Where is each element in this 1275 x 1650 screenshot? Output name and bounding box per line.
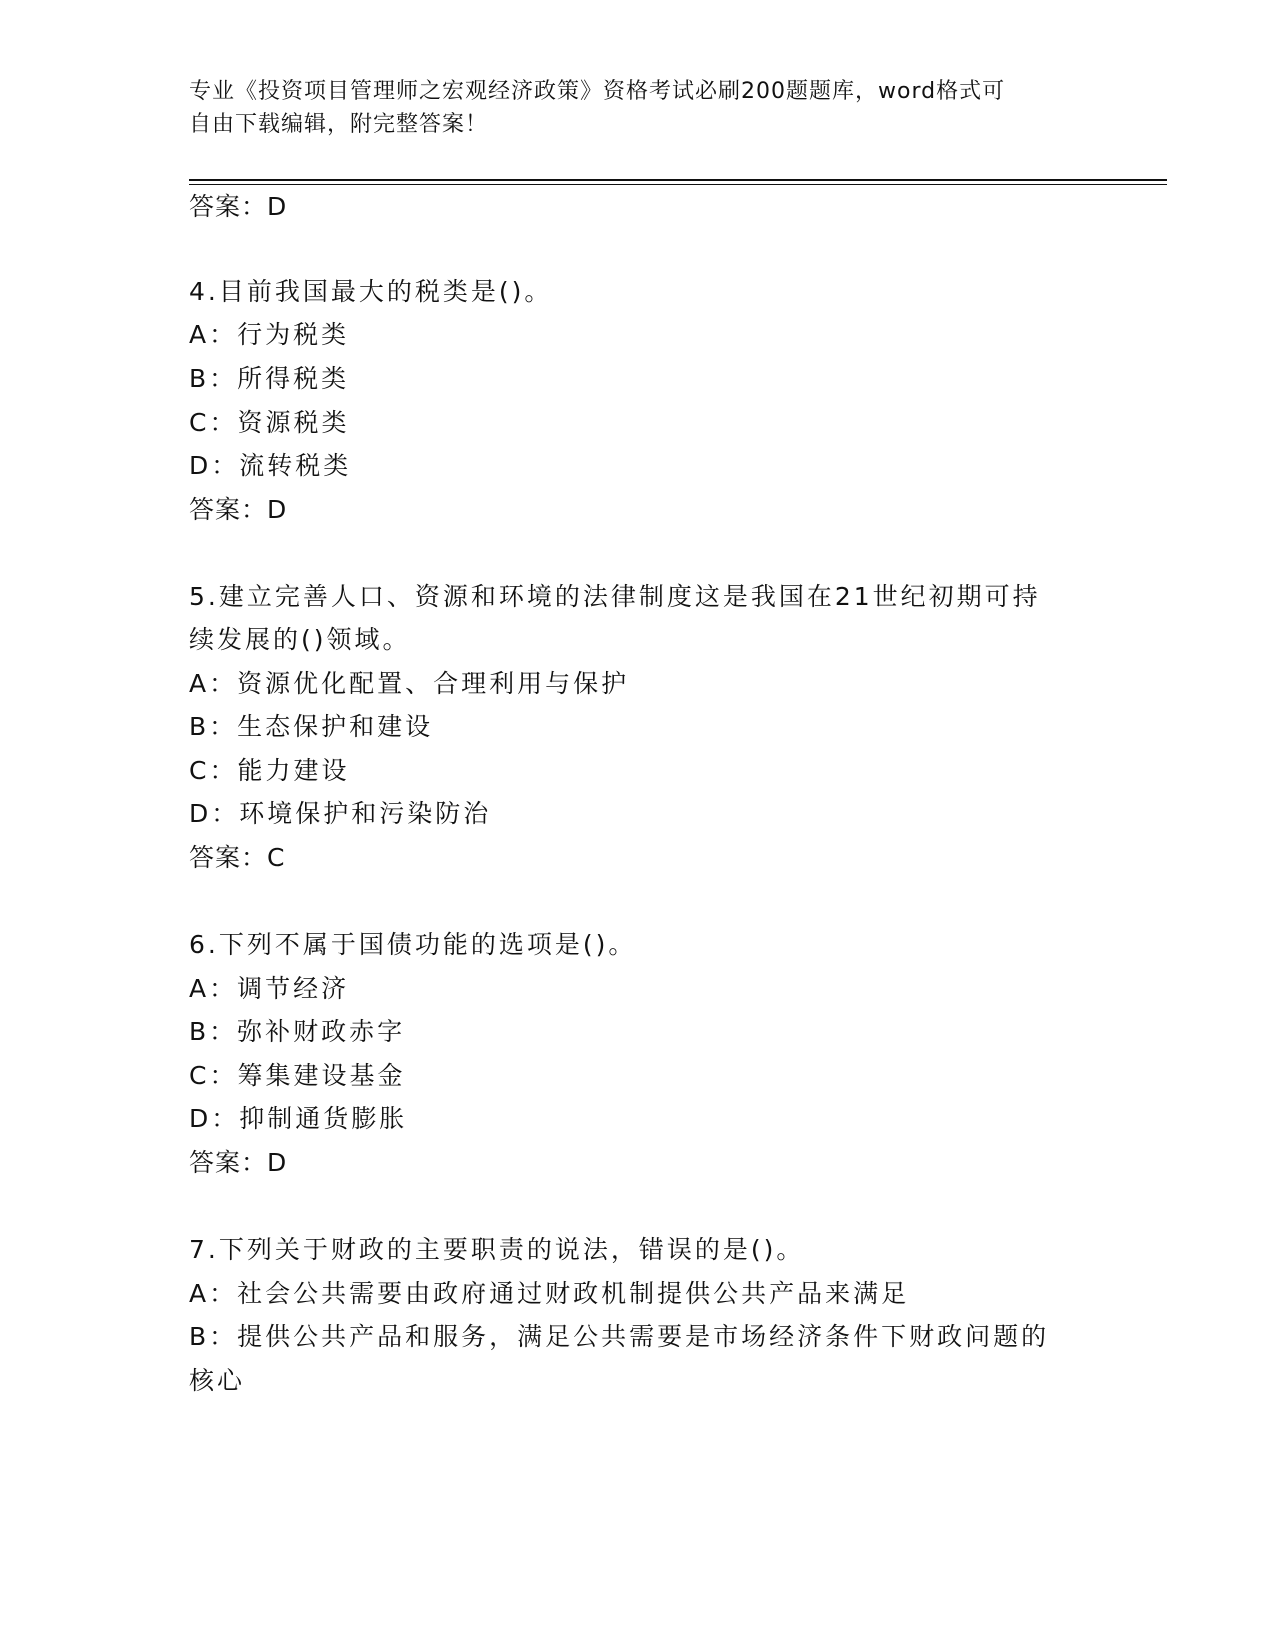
question-7-option-b-line-1: B：提供公共产品和服务，满足公共需要是市场经济条件下财政问题的: [189, 1322, 1050, 1351]
question-4-option-b: B：所得税类: [189, 364, 350, 393]
question-6-answer: 答案：D: [189, 1148, 288, 1177]
previous-answer: 答案：D: [189, 192, 288, 221]
question-7-option-b-line-2: 核心: [189, 1366, 246, 1395]
question-4-option-a: A：行为税类: [189, 320, 350, 349]
header-line-2: 自由下载编辑，附完整答案！: [189, 112, 489, 137]
question-5-text-line-1: 5.建立完善人口、资源和环境的法律制度这是我国在21世纪初期可持: [189, 582, 1041, 611]
header-rule-thin: [189, 184, 1167, 185]
question-7-option-a: A：社会公共需要由政府通过财政机制提供公共产品来满足: [189, 1279, 910, 1308]
document-header: [189, 75, 1089, 141]
header-rule-thick: [189, 179, 1167, 181]
question-5-option-b: B：生态保护和建设: [189, 712, 434, 741]
question-6-text: 6.下列不属于国债功能的选项是()。: [189, 930, 637, 959]
question-6-option-b: B：弥补财政赤字: [189, 1017, 406, 1046]
header-line-1: 专业《投资项目管理师之宏观经济政策》资格考试必刷200题题库，word格式可: [189, 79, 1006, 104]
question-4-text: 4.目前我国最大的税类是()。: [189, 277, 553, 306]
question-5-option-a: A：资源优化配置、合理利用与保护: [189, 669, 630, 698]
question-7-text: 7.下列关于财政的主要职责的说法，错误的是()。: [189, 1235, 805, 1264]
question-5-answer: 答案：C: [189, 843, 286, 872]
question-4-answer: 答案：D: [189, 495, 288, 524]
question-5-option-d: D：环境保护和污染防治: [189, 799, 492, 828]
question-5-text-line-2: 续发展的()领域。: [189, 625, 411, 654]
question-4-option-c: C：资源税类: [189, 408, 350, 437]
question-4-option-d: D：流转税类: [189, 451, 352, 480]
question-5-option-c: C：能力建设: [189, 756, 350, 785]
question-6-option-c: C：筹集建设基金: [189, 1061, 406, 1090]
question-6-option-a: A：调节经济: [189, 974, 350, 1003]
question-6-option-d: D：抑制通货膨胀: [189, 1104, 408, 1133]
